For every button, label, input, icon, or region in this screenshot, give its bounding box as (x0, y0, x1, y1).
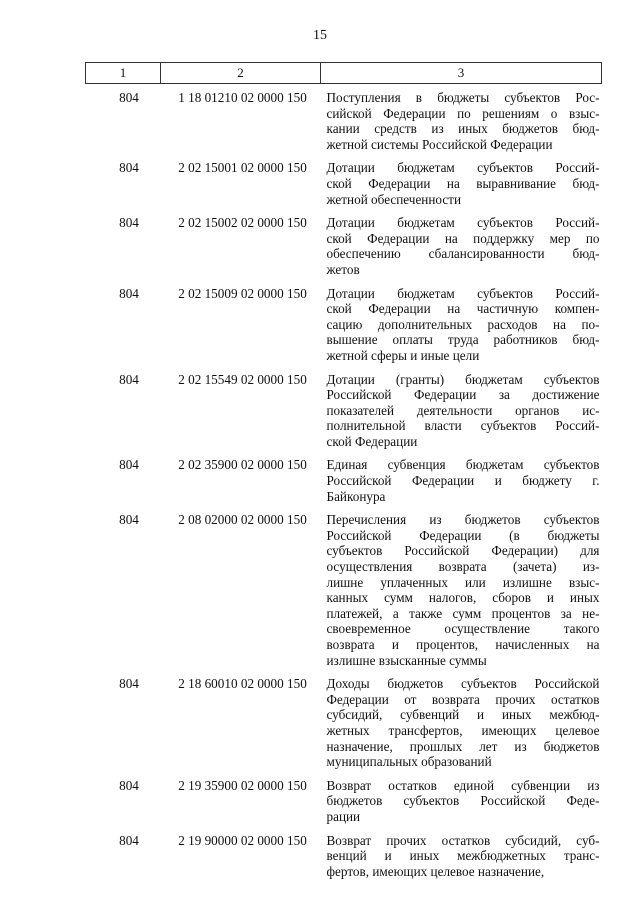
revenue-name-line: осуществления возврата (зачета) из- (326, 559, 600, 575)
table-body (86, 84, 602, 888)
revenue-name-line: жетов (326, 261, 360, 277)
revenue-name-line: вышение оплаты труда работников бюд- (326, 332, 600, 348)
revenue-name-line: Единая субвенция бюджетам субъектов (326, 457, 600, 473)
revenue-name-line: ской Федерации на выравнивание бюд- (326, 175, 600, 191)
revenue-name-line: жетных трансфертов, имеющих целевое (326, 722, 600, 738)
admin-code-cell: 804 (119, 90, 139, 105)
revenue-name-line: муниципальных образований (326, 754, 492, 770)
table-row (86, 833, 602, 888)
column-header-code: 2 (161, 63, 321, 84)
budget-classification-code-cell: 2 02 15002 02 0000 150 (178, 215, 307, 231)
table-header (86, 63, 602, 84)
budget-classification-code-cell: 1 18 01210 02 0000 150 (178, 90, 307, 105)
page-number: 15 (313, 28, 327, 43)
revenue-name-line: Возврат остатков единой субвенции из (326, 777, 600, 793)
revenue-name-line: ской Федерации на частичную компен- (326, 301, 600, 317)
budget-classification-code-cell: 2 19 35900 02 0000 150 (178, 777, 307, 793)
column-header-admin: 1 (86, 63, 161, 84)
revenue-name-line: ской Федерации на поддержку мер по (326, 230, 600, 246)
revenue-name-line: Доходы бюджетов субъектов Российской (326, 676, 600, 692)
revenue-name-line: излишне взысканные суммы (326, 652, 487, 668)
revenue-name-line: жетной сферы и иные цели (326, 347, 480, 363)
table-row (86, 372, 602, 458)
table-row (86, 512, 602, 676)
admin-code-cell: 804 (119, 777, 139, 793)
admin-code-cell: 804 (119, 160, 139, 176)
revenue-name-line: Дотации бюджетам субъектов Россий- (326, 285, 600, 301)
revenue-name-line: жетной обеспеченности (326, 191, 462, 207)
budget-codes-table (85, 62, 602, 887)
budget-classification-code-cell: 2 02 15001 02 0000 150 (178, 160, 307, 176)
revenue-name-line: Байконура (326, 488, 386, 504)
revenue-name-line: бюджетов субъектов Российской Феде- (326, 793, 600, 809)
admin-code-cell: 804 (119, 457, 139, 473)
revenue-name-line: Российской Федерации (в бюджеты (326, 527, 600, 543)
header-row (86, 63, 602, 84)
revenue-name-cell (321, 160, 602, 215)
revenue-name-line: назначение, прошлых лет из бюджетов (326, 738, 600, 754)
table-row (86, 286, 602, 372)
revenue-name-line: Дотации бюджетам субъектов Россий- (326, 160, 600, 176)
revenue-name-cell (321, 512, 602, 676)
table-row (86, 160, 602, 215)
revenue-name-line: кании средств из иных бюджетов бюд- (326, 121, 600, 137)
revenue-name-cell (321, 833, 602, 888)
table-row (86, 84, 602, 161)
revenue-name-line: лишне уплаченных или излишне взыс- (326, 574, 600, 590)
budget-classification-code-cell: 2 02 15009 02 0000 150 (178, 285, 307, 301)
revenue-name-line: ской Федерации (326, 433, 418, 449)
revenue-name-line: своевременное осуществление такого (326, 621, 600, 637)
budget-classification-code-cell: 2 18 60010 02 0000 150 (178, 676, 307, 692)
revenue-name-cell (321, 372, 602, 458)
admin-code-cell: 804 (119, 512, 139, 528)
budget-classification-code-cell: 2 19 90000 02 0000 150 (178, 832, 307, 848)
revenue-name-line: Российской Федерации за достижение (326, 387, 600, 403)
budget-classification-code-cell: 2 02 15549 02 0000 150 (178, 371, 307, 387)
revenue-name-line: возврата и процентов, начисленных на (326, 637, 600, 652)
revenue-name-line: Федерации от возврата прочих остатков (326, 691, 600, 707)
admin-code-cell: 804 (119, 215, 139, 231)
table-row (86, 457, 602, 512)
revenue-name-line: платежей, а также сумм процентов за не- (326, 605, 600, 621)
revenue-name-line: Возврат прочих остатков субсидий, суб- (326, 832, 600, 848)
revenue-name-line: Перечисления из бюджетов субъектов (326, 512, 600, 528)
admin-code-cell: 804 (119, 371, 139, 387)
table-row (86, 778, 602, 833)
revenue-name-line: канных сумм налогов, сборов и иных (326, 590, 600, 606)
revenue-name-line: сийской Федерации по решениям о взыс- (326, 105, 600, 121)
revenue-name-cell (321, 286, 602, 372)
revenue-name-line: субъектов Российской Федерации) для (326, 543, 600, 559)
revenue-name-line: венций и иных межбюджетных транс- (326, 848, 600, 864)
revenue-name-line: Поступления в бюджеты субъектов Рос- (326, 90, 600, 105)
admin-code-cell: 804 (119, 676, 139, 692)
revenue-name-line: жетной системы Российской Федерации (326, 136, 553, 152)
revenue-name-line: показателей деятельности органов ис- (326, 402, 600, 418)
revenue-name-line: сацию дополнительных расходов на по- (326, 316, 600, 332)
revenue-name-line: субсидий, субвенций и иных межбюд- (326, 707, 600, 723)
revenue-name-line: фертов, имеющих целевое назначение, (326, 863, 545, 879)
revenue-name-cell (321, 457, 602, 512)
revenue-name-line: обеспечению сбалансированности бюд- (326, 246, 600, 262)
revenue-name-cell (321, 778, 602, 833)
budget-classification-code-cell: 2 02 35900 02 0000 150 (178, 457, 307, 473)
revenue-name-line: Дотации бюджетам субъектов Россий- (326, 215, 600, 231)
budget-classification-code-cell: 2 08 02000 02 0000 150 (178, 512, 307, 528)
revenue-name-cell (321, 215, 602, 285)
revenue-name-line: Дотации (гранты) бюджетам субъектов (326, 371, 600, 387)
column-header-name: 3 (321, 63, 602, 84)
table-row (86, 676, 602, 778)
table-row (86, 215, 602, 285)
revenue-name-cell (321, 676, 602, 778)
admin-code-cell: 804 (119, 285, 139, 301)
admin-code-cell: 804 (119, 832, 139, 848)
revenue-name-line: полнительной власти субъектов Россий- (326, 418, 600, 434)
revenue-name-line: рации (326, 808, 361, 824)
revenue-name-cell (321, 84, 602, 161)
revenue-name-line: Российской Федерации и бюджету г. (326, 473, 600, 489)
